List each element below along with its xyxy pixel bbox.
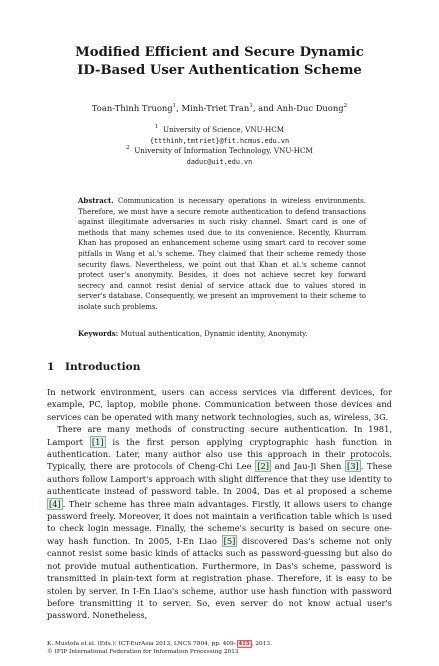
affiliation-1-mark: 1	[154, 124, 159, 130]
keywords-label: Keywords:	[78, 329, 119, 338]
keywords-text: Mutual authentication, Dynamic identity, Anonymity.	[120, 330, 308, 338]
paper-title	[40, 44, 399, 80]
affiliation-1	[30, 125, 409, 136]
page-range-link[interactable]: 415	[238, 641, 250, 647]
author-list	[30, 103, 409, 114]
affiliation-1-name: University of Science, VNU-HCM	[162, 125, 285, 134]
affiliation-2-name: University of Information Technology, VNU-HCM	[134, 146, 313, 155]
title-line-1: Modified Efficient and Secure Dynamic	[75, 45, 364, 60]
author-2: Minh-Triet Tran	[181, 103, 250, 113]
abstract	[78, 196, 366, 313]
body-text	[47, 386, 392, 622]
paragraph-2-text: and Jau-Ji Shen	[271, 461, 345, 472]
affiliations	[30, 125, 409, 167]
citation-link[interactable]: [5]	[223, 535, 236, 546]
paragraph-2-text: There are many methods of constructing secure authentication. In 1981, Lamport	[47, 424, 392, 447]
affiliation-2-email: daduc@uit.edu.vn	[186, 157, 253, 166]
publication-info	[47, 640, 392, 648]
paragraph-2-text: discovered Das's scheme not only cannot resist some basic kinds of attacks such as password-guessing but also do not provide mutual authentication. Furthermore, in Das's scheme, password is transmitted in plain-text form at registration phase. Therefore, it is easy to be stolen by server. In I-En Liao's scheme, author use hash function with password before transmitting it to server. So, even server do not know actual user's password. Nonetheless,	[47, 535, 392, 621]
author-1-affil-mark: 1	[172, 103, 177, 109]
section-heading	[47, 360, 140, 374]
citation-link[interactable]: [3]	[346, 461, 359, 472]
author-1: Toan-Thinh Truong	[91, 103, 173, 113]
page-footer	[47, 640, 392, 656]
keywords	[78, 329, 366, 340]
title-line-2: ID-Based User Authentication Scheme	[77, 63, 362, 78]
paragraph-2-text: . Their scheme has three main advantages. Firstly, it allows users to change password freely. Moreover, it does not maintain a verification table which is used to check login message. Finally, the scheme's security is based on secure one-way hash function. In 2005, I-En Liao	[47, 498, 392, 546]
abstract-label: Abstract.	[78, 196, 114, 205]
section-title: Introduction	[65, 361, 141, 373]
paragraph-2-text: is the first person applying cryptographic hash function in authentication. Later, many author also use this approach in their protocols. Typically, there are protocols of Cheng-Chi Lee	[47, 436, 392, 472]
paragraph-2	[47, 423, 392, 622]
author-separator: ,	[176, 103, 182, 113]
publication-info-text: K. Mustofa et al. (Eds.): ICT-EurAsia 2013, LNCS 7804, pp. 409–	[47, 641, 237, 647]
paragraph-2-text: . These authors follow Lamport's approach with slight difference that they use identity to authenticate instead of password table. In 2004, Das et al proposed a scheme	[47, 461, 392, 497]
abstract-text: Communication is necessary operations in wireless environments. Therefore, we must have a secure remote authentication to defend transactions against illegitimate adversaries in such risky channel. Smart card is one of methods that many schemes used due to its convenience. Recently, Khurram Khan has proposed an enhancement scheme using smart card to recover some pitfalls in Wang et al.'s scheme. They claimed that their scheme remedy those security flaws. Nevertheless, we point out that Khan et al.'s scheme cannot protect user's anonymity. Besides, it does not achieve secret key forward secrecy and cannot resist denial of service attack due to values stored in server's database. Consequently, we present an improvement to their scheme to isolate such problems.	[78, 197, 366, 311]
author-2-affil-mark: 1	[249, 103, 253, 109]
copyright-notice: © IFIP International Federation for Information Processing 2013	[47, 649, 239, 655]
affiliation-2-mark: 2	[126, 145, 130, 151]
section-number: 1	[47, 361, 55, 373]
affiliation-2	[30, 146, 409, 157]
author-separator: , and	[252, 103, 277, 113]
publication-info-text: , 2013.	[251, 641, 272, 647]
author-3: Anh-Duc Duong	[276, 103, 344, 113]
citation-link[interactable]: [4]	[49, 498, 61, 509]
citation-link[interactable]: [1]	[91, 436, 104, 447]
citation-link[interactable]: [2]	[257, 461, 269, 472]
paragraph-1: In network environment, users can access services via different devices, for example, PC, laptop, mobile phone. Communication between those devices and services can be operated with many network technologies, such as, wireless, 3G.	[47, 387, 392, 422]
author-3-affil-mark: 2	[343, 103, 348, 109]
affiliation-1-email: {ttthinh,tmtriet}@fit.hcmus.edu.vn	[149, 136, 290, 145]
